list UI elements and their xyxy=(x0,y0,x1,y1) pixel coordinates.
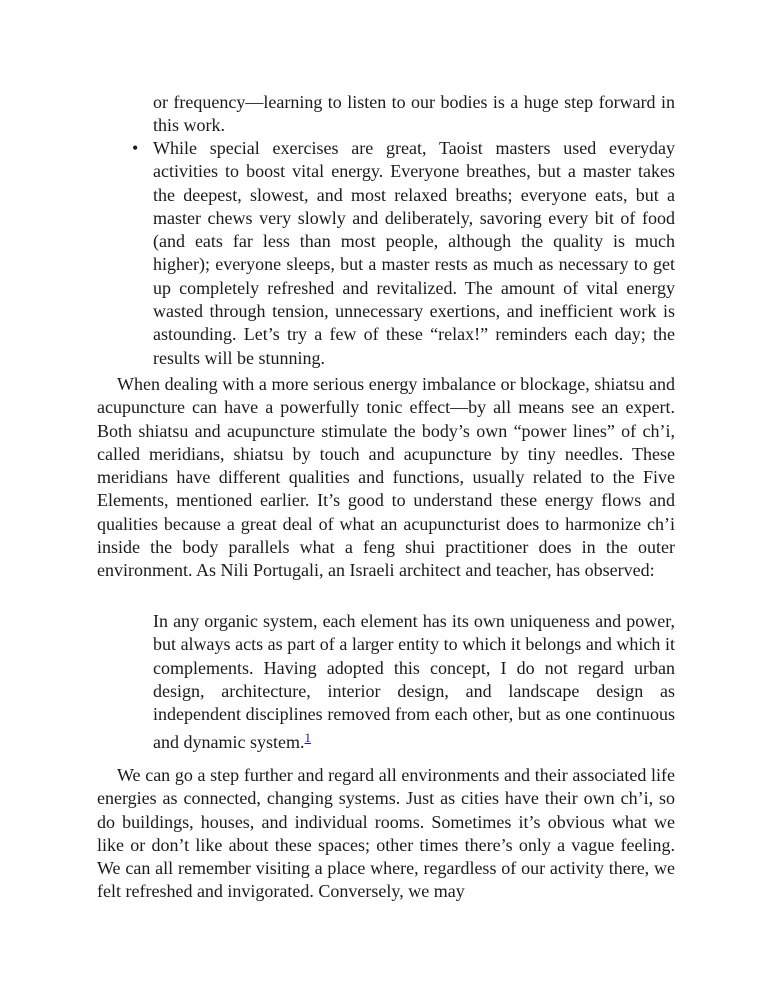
block-quote-text: In any organic system, each element has its own uniqueness and power, but always acts as part of a larger entity to which it belongs and which it complements. Having adopted this concept, I do not regard urban design, architecture, interior design, and landscape design as independent disciplines removed from each other, but as one continuous and dynamic system. xyxy=(153,611,675,753)
body-paragraph-1: When dealing with a more serious energy imbalance or blockage, shiatsu and acupuncture can have a powerfully tonic effect—by all means see an expert. Both shiatsu and acupuncture stimulate the body’s own “power lines” of ch’i, called meridians, shiatsu by touch and acupuncture by tiny needles. These meridians have different qualities and functions, usually related to the Five Elements, mentioned earlier. It’s good to understand these energy flows and qualities because a great deal of what an acupuncturist does to harmonize ch’i inside the body parallels what a feng shui practitioner does in the outer environment. As Nili Portugali, an Israeli architect and teacher, has observed: xyxy=(97,374,675,581)
continuation-text: or frequency—learning to listen to our bodies is a huge step forward in this work. xyxy=(153,92,675,136)
footnote-link[interactable]: 1 xyxy=(304,730,311,746)
bullet-text: While special exercises are great, Taoist masters used everyday activities to boost vital energy. Everyone breathes, but a master takes the deepest, slowest, and most relaxed breaths; everyone eats, but a master chews very slowly and deliberately, savoring every bit of food (and eats far less than most people, although the quality is much higher); everyone sleeps, but a master rests as much as necessary to get up completely refreshed and revitalized. The amount of vital energy wasted through tension, unnecessary exertions, and inefficient work is astounding. Let’s try a few of these “relax!” reminders each day; the results will be stunning. xyxy=(153,138,675,368)
body-paragraph-2: We can go a step further and regard all environments and their associated life energies as connected, changing systems. Just as cities have their own ch’i, so do buildings, houses, and individual rooms. Sometimes it’s obvious what we like or don’t like about these spaces; other times there’s only a vague feeling. We can all remember visiting a place where, regardless of our activity there, we felt refreshed and invigorated. Conversely, we may xyxy=(97,765,675,902)
bullet-list-item xyxy=(132,137,675,370)
bullet-marker: • xyxy=(132,138,139,158)
block-quote xyxy=(153,610,675,755)
